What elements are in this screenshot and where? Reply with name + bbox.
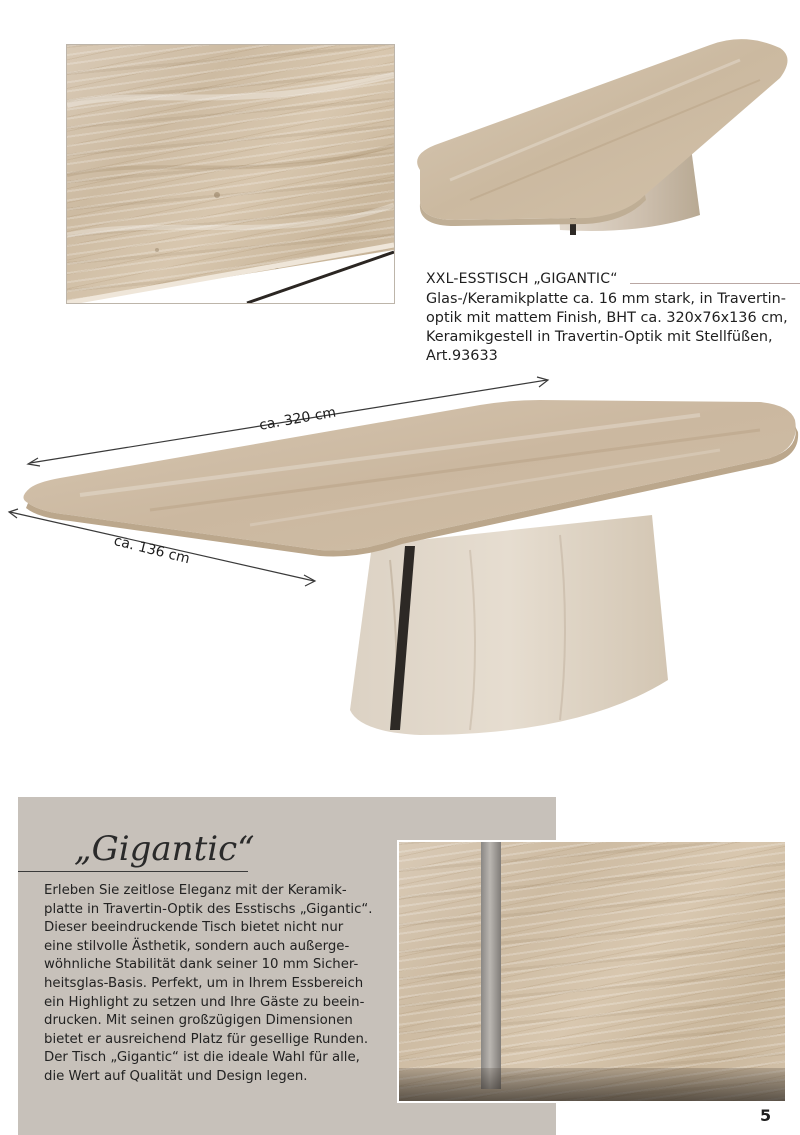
dimension-width-label: ca. 320 cm: [258, 404, 338, 434]
specs-line: Art.93633: [426, 348, 498, 364]
specs-line: Keramikgestell in Travertin-Optik mit Stellfüßen,: [426, 329, 773, 345]
description-line: wöhnliche Stabilität dank seiner 10 mm Sicher-: [44, 957, 359, 973]
product-name-underline: [18, 871, 248, 872]
specs-divider: [630, 283, 800, 284]
specs-description: [426, 290, 800, 366]
description-line: ein Highlight zu setzen und Ihre Gäste zu beein-: [44, 994, 365, 1010]
description-line: heitsglas-Basis. Perfekt, um in Ihrem Essbereich: [44, 975, 364, 991]
specs-line: optik mit mattem Finish, BHT ca. 320x76x136 cm,: [426, 310, 788, 326]
specs-title: XXL-ESSTISCH „GIGANTIC“: [426, 271, 618, 287]
description-line: platte in Travertin-Optik des Esstischs „Gigantic“.: [44, 901, 373, 917]
table-product-photo: [410, 30, 800, 250]
product-description: [44, 882, 376, 1087]
dimension-depth-label: ca. 136 cm: [112, 533, 192, 568]
description-line: die Wert auf Qualität und Design legen.: [44, 1068, 308, 1084]
product-name: „Gigantic“: [74, 829, 255, 869]
travertine-veins: [67, 45, 394, 303]
page-number: 5: [760, 1106, 772, 1125]
table-main-photo: [0, 360, 800, 760]
description-line: bietet er ausreichend Platz für gesellige Runden.: [44, 1031, 369, 1047]
travertine-base-surface: [399, 842, 785, 1101]
description-line: Dieser beeindruckende Tisch bietet nicht nur: [44, 920, 344, 936]
description-line: Erleben Sie zeitlose Eleganz mit der Keramik-: [44, 883, 347, 898]
base-detail-photo: [397, 840, 787, 1103]
description-line: Der Tisch „Gigantic“ ist die ideale Wahl für alle,: [44, 1050, 360, 1066]
specs-line: Glas-/Keramikplatte ca. 16 mm stark, in Travertin-: [426, 291, 786, 307]
travertine-closeup-photo: [66, 44, 395, 304]
description-line: drucken. Mit seinen großzügigen Dimensionen: [44, 1013, 353, 1029]
description-line: eine stilvolle Ästhetik, sondern auch außerge-: [44, 938, 350, 954]
floor-shadow: [399, 1068, 785, 1101]
metal-inlay-strip: [481, 842, 501, 1089]
